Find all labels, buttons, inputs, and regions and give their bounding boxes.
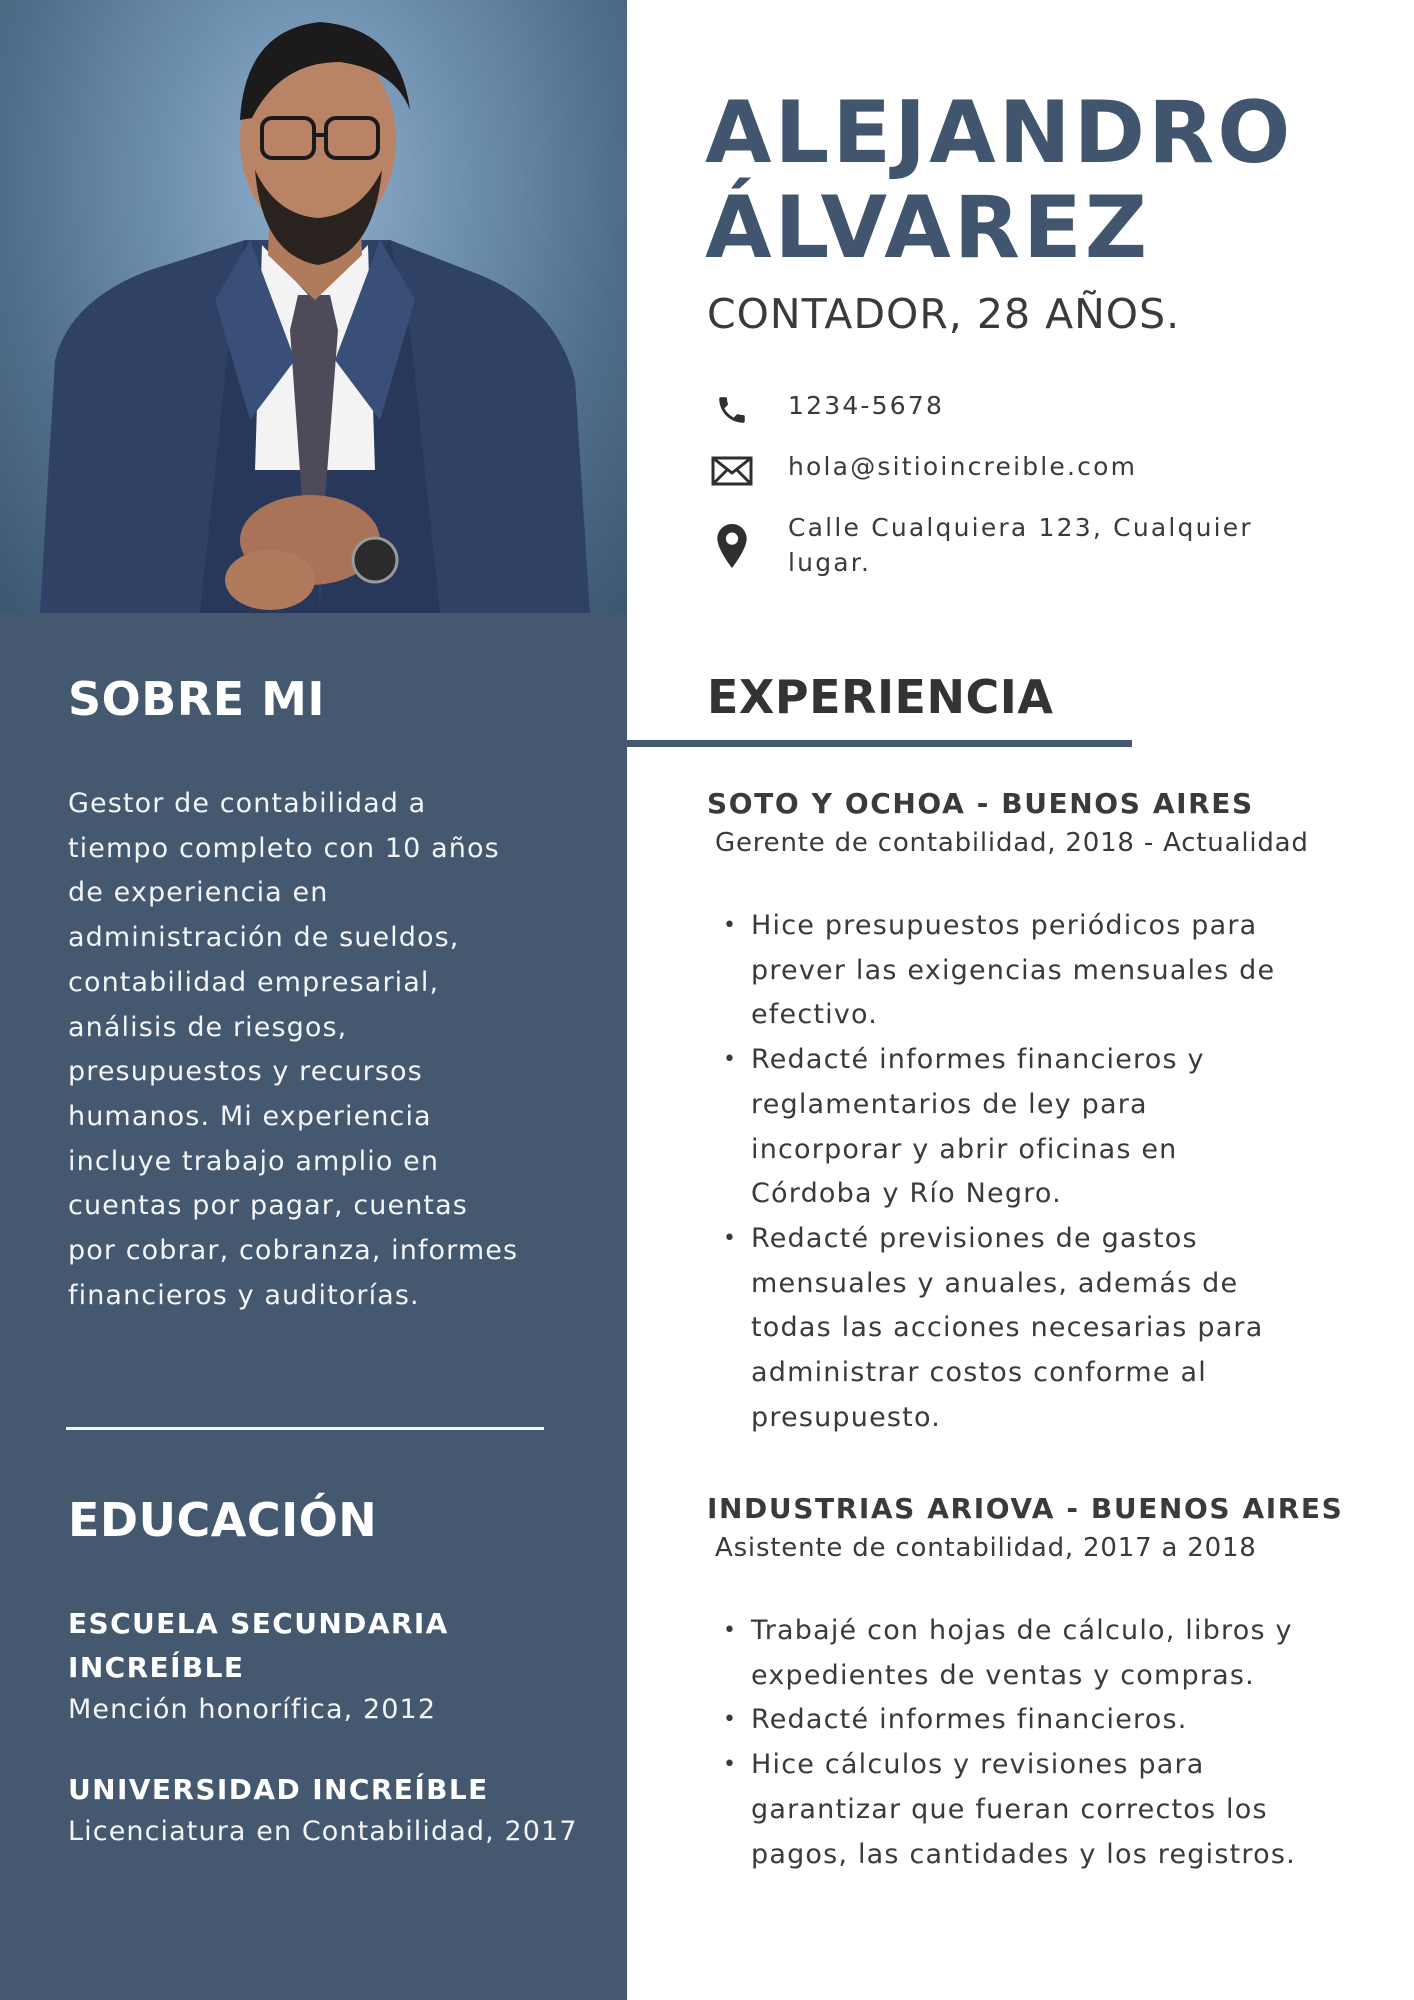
location-pin-icon: [710, 524, 754, 568]
education-school: ESCUELA SECUNDARIA: [68, 1607, 449, 1640]
full-name: [705, 83, 1385, 278]
about-line: tiempo completo con 10 años: [68, 832, 500, 864]
education-detail: Licenciatura en Contabilidad, 2017: [68, 1816, 578, 1847]
bullet-line: todas las acciones necesarias para: [751, 1312, 1264, 1344]
experience-underline: [627, 740, 1132, 747]
about-line: financieros y auditorías.: [68, 1279, 420, 1311]
list-item: [707, 1038, 1367, 1217]
bullet-line: reglamentarios de ley para: [751, 1088, 1148, 1120]
job-title: CONTADOR, 28 AÑOS.: [707, 290, 1181, 338]
bullet-line: incorporar y abrir oficinas en: [751, 1133, 1178, 1165]
envelope-icon: [710, 449, 754, 493]
job-entry: [707, 1489, 1367, 1877]
about-line: de experiencia en: [68, 877, 329, 909]
contact-address: [710, 510, 1360, 580]
job-company: SOTO Y OCHOA - BUENOS AIRES: [707, 787, 1254, 820]
job-role: Asistente de contabilidad, 2017 a 2018: [715, 1533, 1257, 1563]
education-school: UNIVERSIDAD INCREÍBLE: [68, 1773, 489, 1806]
bullet-line: administrar costos conforme al: [751, 1357, 1207, 1389]
bullet-line: mensuales y anuales, además de: [751, 1267, 1239, 1299]
about-line: Gestor de contabilidad a: [68, 788, 427, 819]
bullet-line: garantizar que fueran correctos los: [751, 1793, 1268, 1825]
profile-photo: [0, 0, 627, 613]
about-title: SOBRE MI: [68, 672, 326, 726]
name-line: ÁLVAREZ: [705, 178, 1151, 278]
bullet-line: • Hice presupuestos periódicos para: [751, 910, 1258, 941]
name-line: ALEJANDRO: [705, 83, 1294, 183]
job-entry: [707, 784, 1367, 1440]
bullet-line: • Redacté informes financieros.: [751, 1704, 1188, 1736]
email-address: hola@sitioincreible.com: [788, 452, 1138, 481]
experience-title: EXPERIENCIA: [707, 670, 1054, 724]
about-line: incluye trabajo amplio en: [68, 1145, 440, 1177]
about-line: contabilidad empresarial,: [68, 966, 440, 998]
contact-phone: [710, 388, 1360, 432]
contact-email: [710, 449, 1360, 493]
education-item: [68, 1602, 608, 1730]
about-line: humanos. Mi experiencia: [68, 1100, 432, 1132]
list-item: [707, 904, 1367, 1038]
bullet-line: • Trabajé con hojas de cálculo, libros y: [751, 1615, 1293, 1646]
phone-icon: [710, 388, 754, 432]
bullet-line: Córdoba y Río Negro.: [751, 1178, 1062, 1210]
bullet-line: • Hice cálculos y revisiones para: [751, 1749, 1205, 1781]
education-title: EDUCACIÓN: [68, 1493, 378, 1547]
address: [788, 510, 1253, 580]
address-line: lugar.: [788, 548, 872, 577]
bullet-line: presupuesto.: [751, 1401, 941, 1433]
education-detail: Mención honorífica, 2012: [68, 1694, 437, 1725]
about-line: análisis de riesgos,: [68, 1011, 348, 1043]
job-bullets: [707, 1609, 1367, 1877]
sidebar: [0, 0, 627, 2000]
about-line: por cobrar, cobranza, informes: [68, 1235, 519, 1267]
sidebar-divider: [66, 1427, 544, 1430]
bullet-line: • Redacté informes financieros y: [751, 1044, 1205, 1076]
about-text: [68, 782, 568, 1318]
list-item: [707, 1609, 1367, 1698]
bullet-line: • Redacté previsiones de gastos: [751, 1222, 1198, 1254]
job-company: INDUSTRIAS ARIOVA - BUENOS AIRES: [707, 1492, 1344, 1525]
bullet-line: prever las exigencias mensuales de: [751, 954, 1276, 986]
bullet-line: efectivo.: [751, 999, 879, 1031]
about-line: presupuestos y recursos: [68, 1056, 423, 1088]
bullet-line: expedientes de ventas y compras.: [751, 1659, 1255, 1691]
bullet-line: pagos, las cantidades y los registros.: [751, 1838, 1296, 1870]
address-line: Calle Cualquiera 123, Cualquier: [788, 513, 1253, 542]
phone-number: 1234-5678: [788, 391, 945, 420]
about-line: cuentas por pagar, cuentas: [68, 1190, 468, 1222]
education-item: [68, 1768, 608, 1852]
education-school: INCREÍBLE: [68, 1651, 245, 1684]
about-line: administración de sueldos,: [68, 922, 460, 954]
job-role: Gerente de contabilidad, 2018 - Actualidad: [715, 828, 1309, 858]
list-item: [707, 1698, 1367, 1743]
profile-photo-illustration: [0, 0, 627, 613]
list-item: [707, 1743, 1367, 1877]
job-bullets: [707, 904, 1367, 1440]
list-item: [707, 1217, 1367, 1441]
